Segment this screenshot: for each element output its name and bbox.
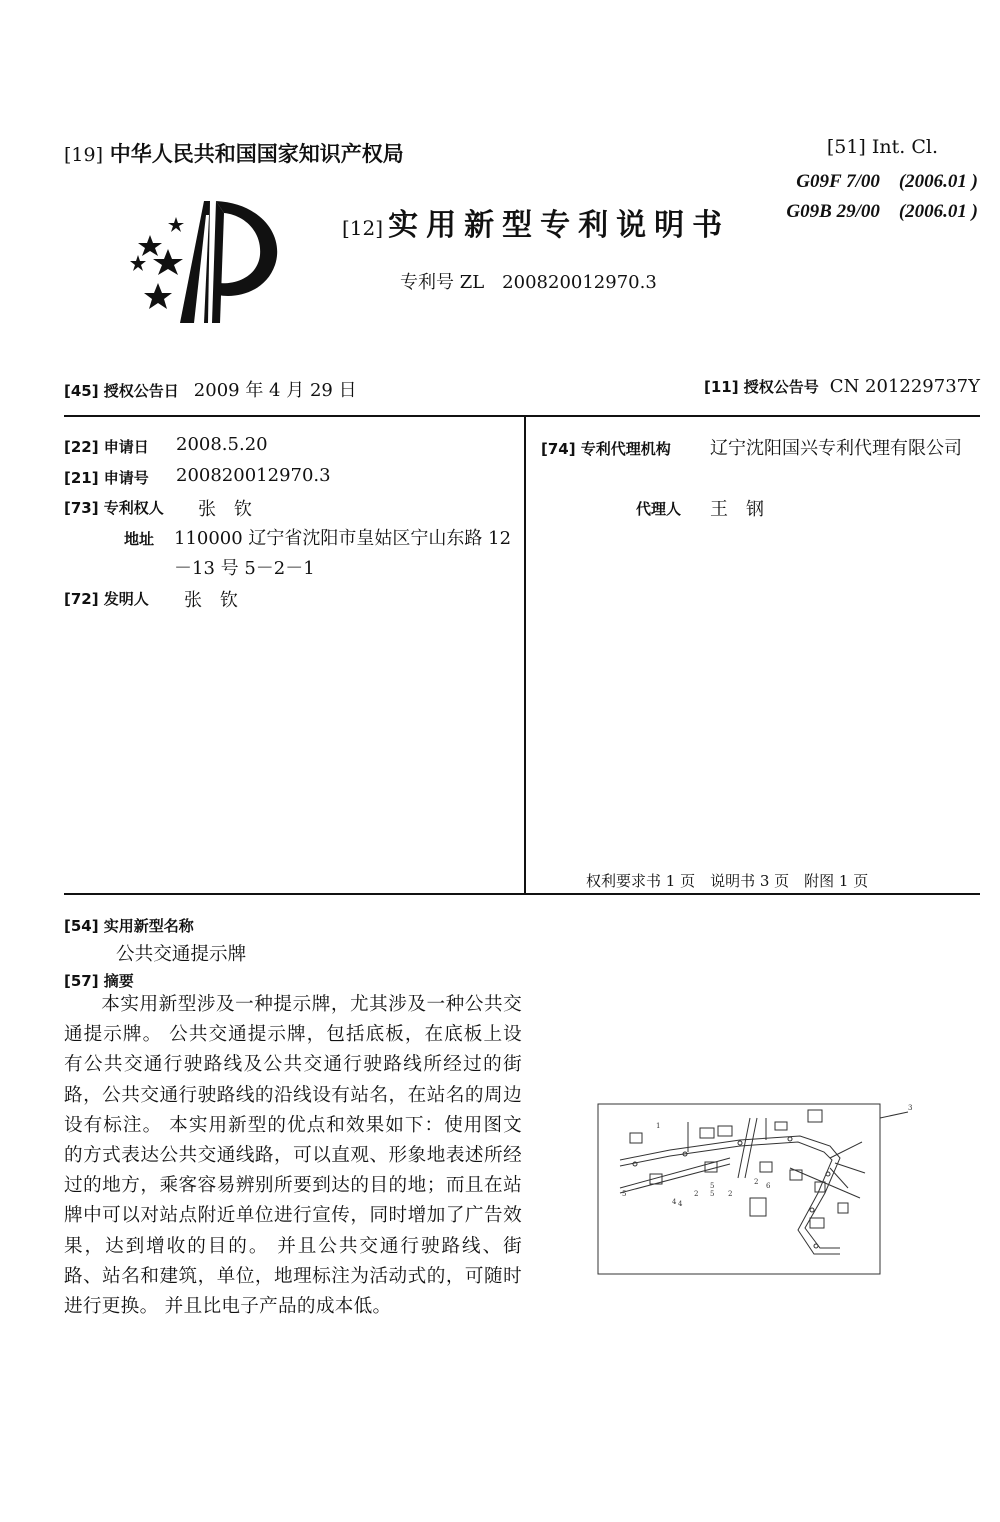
ipc-label: Int. Cl. [871, 136, 938, 158]
ipc-header [827, 136, 938, 158]
patentee-code: [73] [64, 499, 99, 517]
title-section-heading [64, 915, 194, 936]
abstract-text: 本实用新型涉及一种提示牌，尤其涉及一种公共交通提示牌。 公共交通提示牌，包括底板，在底板上设有公共交通行驶路线及公共交通行驶路线所经过的街路，公共交通行驶路线的沿线设有站名，在站名的周边设有标注。 本实用新型的优点和效果如下：使用图文的方式表达公共交通线路，可以直观、形象地表述所经过的地方，乘客容易辨别所要到达的目的地；而且在站牌中可以对站点附近单位进行宣传，同时增加了广告效果，达到增收的目的。 并且公共交通行驶路线、街路、站名和建筑，单位，地理标注为活动式的，可随时进行更换。 并且比电子产品的成本低。 [64, 994, 522, 1318]
ipc-code: [51] [826, 136, 866, 158]
title-code: [54] [64, 917, 99, 935]
inventor-label: 发明人 [103, 590, 149, 608]
figure-label: 2 [754, 1178, 759, 1186]
figure-label: 5 [622, 1190, 627, 1198]
grant-no-label: 授权公告号 [743, 378, 819, 396]
figure-label: 1 [656, 1122, 661, 1130]
divider-vertical [524, 416, 526, 894]
grant-date [64, 376, 357, 402]
figure-label: 4 [678, 1200, 683, 1208]
figure-label: 2 [728, 1190, 733, 1198]
abstract-label: 摘要 [103, 972, 134, 990]
divider-top [64, 415, 980, 417]
abstract-figure [590, 1098, 920, 1278]
document-title [342, 200, 730, 244]
figure-label: 5 [710, 1182, 715, 1190]
figure-label: 2 [694, 1190, 699, 1198]
office-header [64, 138, 404, 168]
app-no-label: 申请号 [103, 469, 149, 487]
patent-number: 专利号 ZL 200820012970.3 [400, 272, 657, 293]
filing-date-row [64, 436, 149, 457]
title-label: 实用新型名称 [103, 917, 194, 935]
patentee-label: 专利权人 [103, 499, 164, 517]
office-code: [19] [64, 144, 104, 166]
grant-no-value: CN 201229737Y [829, 376, 980, 397]
page-counts: 权利要求书 1 页 说明书 3 页 附图 1 页 [586, 872, 869, 890]
filing-date-label: 申请日 [103, 438, 149, 456]
inventor-value: 张 钦 [184, 590, 238, 611]
address-value: 110000 辽宁省沈阳市皇姑区宁山东路 12－13 号 5－2－1 [174, 528, 512, 579]
grant-date-value: 2009 年 4 月 29 日 [193, 380, 357, 401]
patentee-row [64, 497, 164, 518]
filing-date-value: 2008.5.20 [176, 434, 268, 455]
figure-label: 5 [710, 1190, 715, 1198]
ipc-class-1: G09F 7/00 (2006.01 ) [796, 171, 978, 192]
filing-date-code: [22] [64, 438, 99, 456]
app-no-code: [21] [64, 469, 99, 487]
grant-date-label: 授权公告日 [103, 382, 179, 400]
agency-code: [74] [541, 440, 576, 458]
doc-title: 实用新型专利说明书 [388, 208, 731, 243]
grant-no-code: [11] [704, 378, 739, 396]
office-name: 中华人民共和国国家知识产权局 [109, 142, 404, 166]
agency-row [541, 438, 671, 459]
sipo-emblem-icon [120, 195, 285, 330]
abstract-code: [57] [64, 972, 99, 990]
utility-model-title: 公共交通提示牌 [116, 944, 247, 965]
abstract-heading [64, 970, 134, 991]
inventor-row [64, 588, 149, 609]
patentee-value: 张 钦 [198, 499, 252, 520]
agent-value: 王 钢 [710, 499, 764, 520]
app-no-row [64, 467, 149, 488]
app-no-value: 200820012970.3 [176, 465, 331, 486]
agent-label: 代理人 [636, 500, 682, 518]
doc-code: [12] [342, 216, 384, 240]
figure-label: 4 [672, 1198, 677, 1206]
agency-label: 专利代理机构 [580, 440, 671, 458]
figure-label: 3 [908, 1104, 913, 1112]
grant-number [704, 376, 980, 397]
divider-bottom [64, 893, 980, 895]
inventor-code: [72] [64, 590, 99, 608]
address-label: 地址 [124, 530, 155, 548]
figure-label: 6 [766, 1182, 771, 1190]
ipc-class-2: G09B 29/00 (2006.01 ) [786, 201, 978, 222]
agency-value: 辽宁沈阳国兴专利代理有限公司 [710, 438, 962, 459]
grant-date-code: [45] [64, 382, 99, 400]
